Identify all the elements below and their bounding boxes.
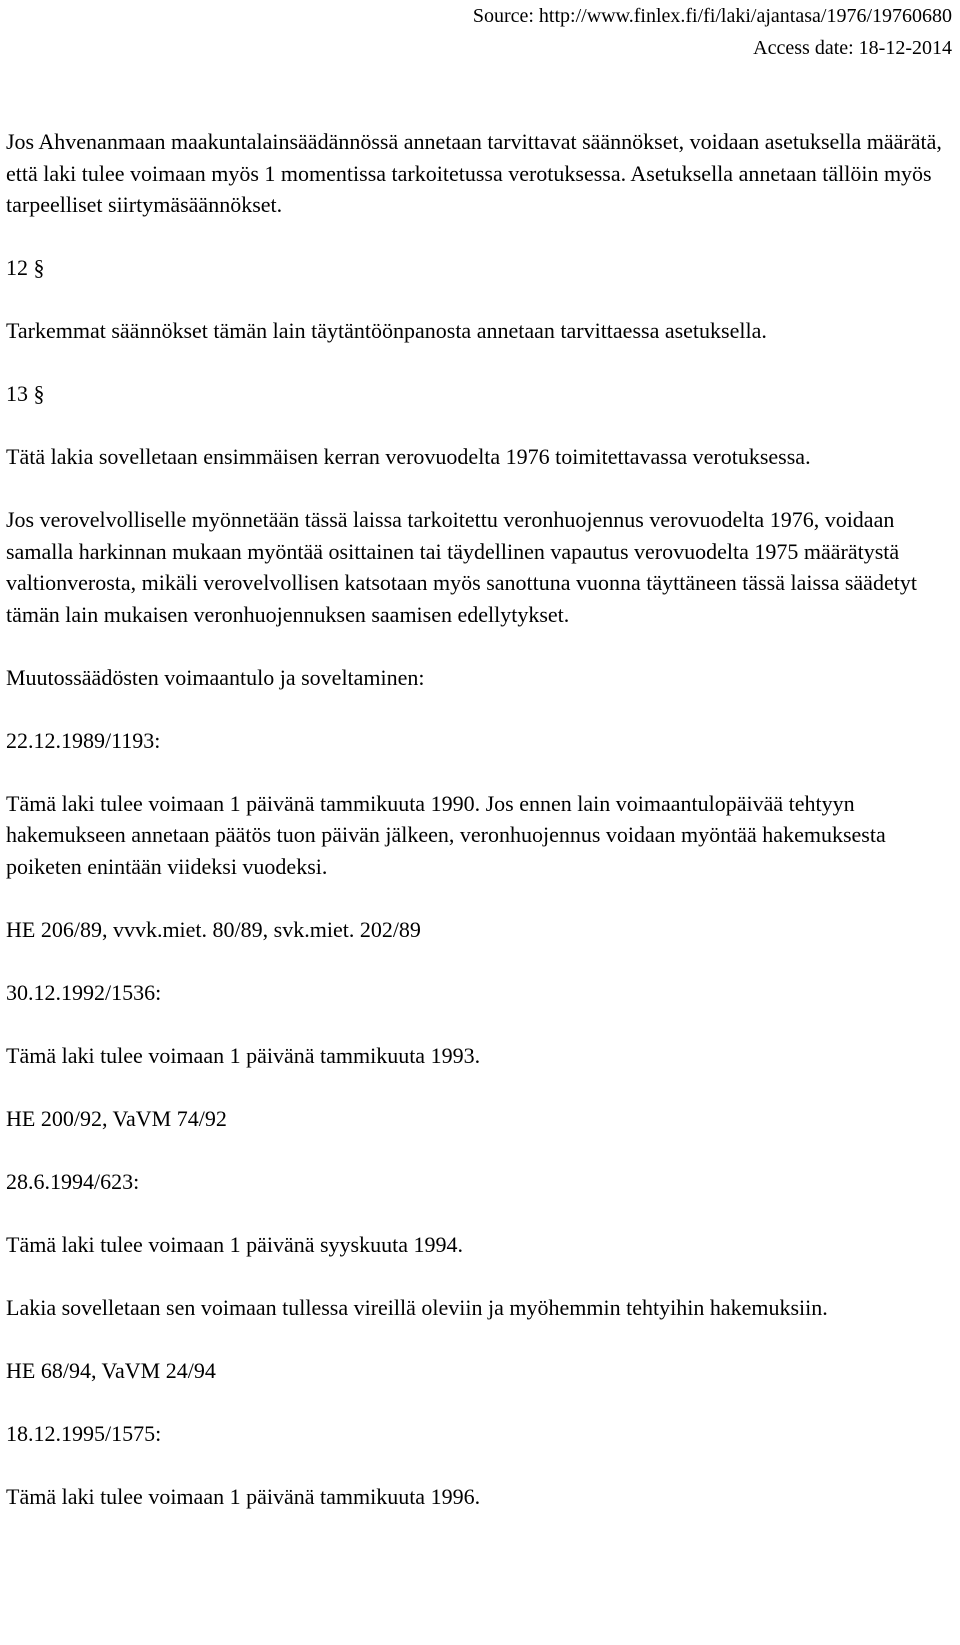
access-date: Access date: 18-12-2014 <box>753 37 952 59</box>
section-heading-12: 12 § <box>6 255 45 280</box>
amendment-ref-1989: HE 206/89, vvvk.miet. 80/89, svk.miet. 202/89 <box>6 916 421 942</box>
amendment-application-1994: Lakia sovelletaan sen voimaan tullessa vireillä oleviin ja myöhemmin tehtyihin hakemuksiin. <box>6 1294 828 1320</box>
amendment-text-1992: Tämä laki tulee voimaan 1 päivänä tammikuuta 1993. <box>6 1042 481 1068</box>
amendment-text-1989: Tämä laki tulee voimaan 1 päivänä tammikuuta 1990. Jos ennen lain voimaantulopäivää tehtyyn hakemukseen annetaan päätös tuon päivän jälkeen, veronhuojennus voidaan myöntää hakemuksesta poiketen enintään viideksi vuodeksi. <box>6 790 886 879</box>
source-url: Source: http://www.finlex.fi/fi/laki/ajantasa/1976/19760680 <box>472 5 952 27</box>
paragraph-section-12: Tarkemmat säännökset tämän lain täytäntöönpanosta annetaan tarvittaessa asetuksella. <box>6 318 767 343</box>
page-header <box>473 0 952 64</box>
amendment-ref-1992: HE 200/92, VaVM 74/92 <box>6 1105 227 1131</box>
amendment-date-1989: 22.12.1989/1193: <box>6 727 161 753</box>
amendment-ref-1994: HE 68/94, VaVM 24/94 <box>6 1357 216 1383</box>
amendment-date-1992: 30.12.1992/1536: <box>6 979 162 1005</box>
paragraph-ahvenanmaa: Jos Ahvenanmaan maakuntalainsäädännössä annetaan tarvittavat säännökset, voidaan asetuksella määrätä, että laki tulee voimaan myös 1 momentissa tarkoitetussa verotuksessa. Asetuksella annetaan tällöin myös tarpeelliset siirtymäsäännökset. <box>6 129 942 217</box>
amendment-date-1995: 18.12.1995/1575: <box>6 1420 162 1446</box>
document-body <box>6 126 954 1544</box>
paragraph-section-13: Tätä lakia sovelletaan ensimmäisen kerran verovuodelta 1976 toimitettavassa verotuksessa. <box>6 444 811 469</box>
amendment-text-1995: Tämä laki tulee voimaan 1 päivänä tammikuuta 1996. <box>6 1483 481 1509</box>
amendment-text-1994: Tämä laki tulee voimaan 1 päivänä syyskuuta 1994. <box>6 1231 463 1257</box>
amendments-heading: Muutossäädösten voimaantulo ja soveltaminen: <box>6 664 425 690</box>
paragraph-verovelvollinen: Jos verovelvolliselle myönnetään tässä laissa tarkoitettu veronhuojennus verovuodelta 1976, voidaan samalla harkinnan mukaan myöntää osittainen tai täydellinen vapautus verovuodelta 1975 määrätystä valtionverosta, mikäli verovelvollisen katsotaan myös sanottuna vuonna täyttäneen tässä laissa säädetyt tämän lain mukaisen veronhuojennuksen saamisen edellytykset. <box>6 507 917 627</box>
amendment-date-1994: 28.6.1994/623: <box>6 1168 140 1194</box>
section-heading-13: 13 § <box>6 381 45 406</box>
